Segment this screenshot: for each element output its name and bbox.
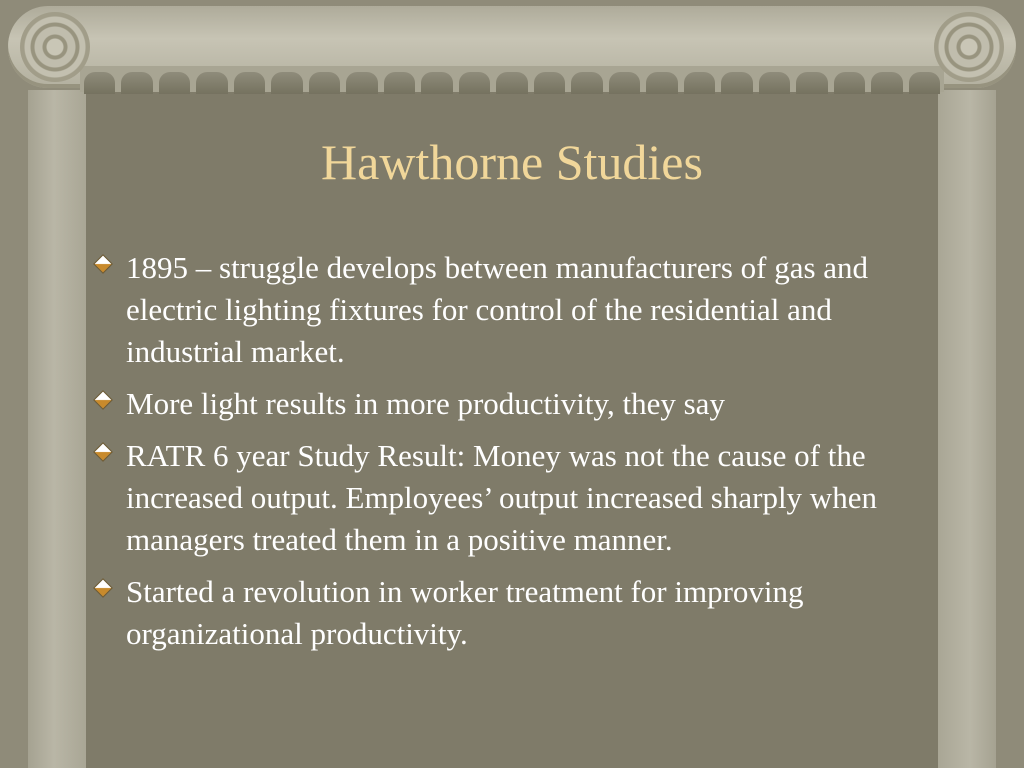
- bullet-text: More light results in more productivity, they say: [126, 386, 725, 421]
- dentil: [234, 72, 265, 94]
- dentil: [796, 72, 827, 94]
- dentil: [196, 72, 227, 94]
- diamond-bullet-icon: [93, 442, 113, 462]
- dentil: [871, 72, 902, 94]
- dentil: [609, 72, 640, 94]
- dentil: [834, 72, 865, 94]
- dentil: [271, 72, 302, 94]
- scroll-volute-icon: [20, 12, 90, 82]
- dentil-row: [84, 72, 940, 94]
- dentil: [909, 72, 940, 94]
- dentil: [159, 72, 190, 94]
- list-item: [96, 571, 926, 655]
- list-item: [96, 435, 926, 561]
- dentil: [496, 72, 527, 94]
- dentil: [759, 72, 790, 94]
- dentil: [571, 72, 602, 94]
- left-column: [28, 90, 86, 768]
- diamond-bullet-icon: [93, 578, 113, 598]
- list-item: [96, 383, 926, 425]
- dentil: [721, 72, 752, 94]
- dentil: [84, 72, 115, 94]
- slide-title: Hawthorne Studies: [321, 134, 703, 190]
- right-column: [938, 90, 996, 768]
- dentil: [459, 72, 490, 94]
- dentil: [534, 72, 565, 94]
- list-item: [96, 247, 926, 373]
- bullet-text: 1895 – struggle develops between manufacturers of gas and electric lighting fixtures for control of the residential and industrial market.: [126, 250, 869, 369]
- dentil: [421, 72, 452, 94]
- dentil: [121, 72, 152, 94]
- dentil: [646, 72, 677, 94]
- dentil: [346, 72, 377, 94]
- dentil: [309, 72, 340, 94]
- scroll-volute-icon: [934, 12, 1004, 82]
- diamond-bullet-icon: [93, 254, 113, 274]
- diamond-bullet-icon: [93, 390, 113, 410]
- dentil: [384, 72, 415, 94]
- dentil: [684, 72, 715, 94]
- bullet-list: [96, 247, 926, 665]
- bullet-text: Started a revolution in worker treatment for improving organizational productivity.: [126, 574, 804, 651]
- bullet-text: RATR 6 year Study Result: Money was not the cause of the increased output. Employees’ output increased sharply when managers treated them in a positive manner.: [126, 438, 877, 557]
